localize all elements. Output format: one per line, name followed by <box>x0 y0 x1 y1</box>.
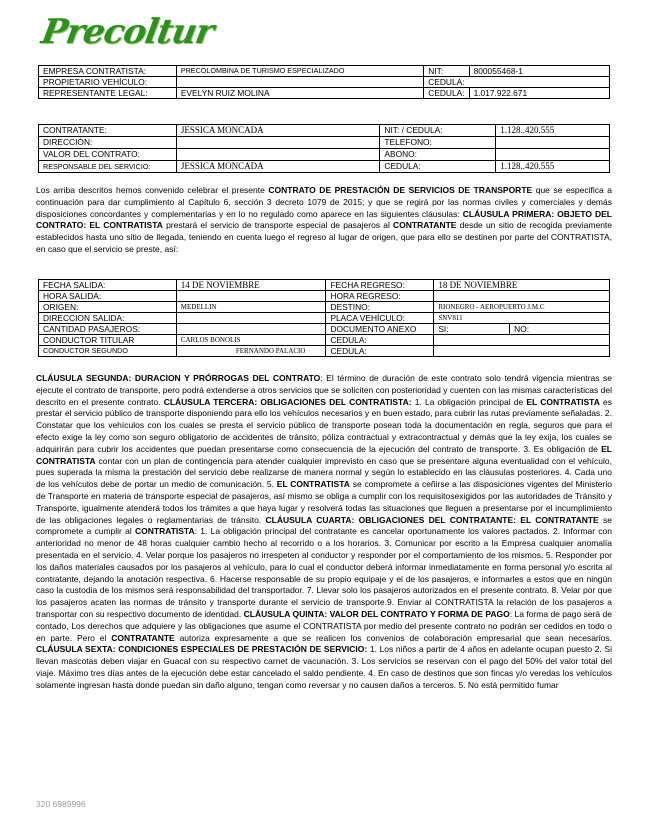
intro-text-1: Los arriba descritos hemos convenido celebrar el presente <box>36 185 269 195</box>
responsable-value: JESSICA MONCADA <box>176 161 380 173</box>
cedula-representante-value: 1.017.922.671 <box>469 88 609 99</box>
contratante-value: JESSICA MONCADA <box>176 125 380 137</box>
conductor-titular-value: CARLOS BONOLIS <box>176 335 326 346</box>
clause-3-contratista-3: EL CONTRATISTA <box>276 479 350 490</box>
clause-4-text-1: se compromete a cumplir al <box>36 514 612 537</box>
fecha-salida-label: FECHA SALIDA: <box>39 280 177 291</box>
conductor-segundo-value: FERNANDO PALACIO <box>176 346 326 357</box>
clause-2-title: CLÁUSULA SEGUNDA: DURACION Y PRÓRROGAS DEL CONTRATO <box>36 373 321 383</box>
client-nit-value: 1.128..420.555 <box>496 125 610 137</box>
clause-5-contratante: CONTRATANTE <box>111 632 175 643</box>
hora-salida-value <box>176 291 326 302</box>
clause-3-text-2: es prestar el servicio público de transporte disponiendo para ello los vehículos necesarios y en buen estado, para cubrir las rutas previamente señaladas. 2. Constatar que los vehículos con los cuales se presta el servicio público de transporte posean toda la documentación en regla, seguros que para el efecto exige la ley como son seguro obligatorio de accidentes de tránsito, póliza contractual y extracontractual y demás que la ley exija, los cuales se adquirirán para cubrir los accidentes que puedan presentarse como consecuencia de la ejecución del contrato de transporte. 3. Es obligación de <box>36 396 612 454</box>
clause-3-text-1: 1. La obligación principal de <box>411 396 527 407</box>
placa-value: SNV811 <box>434 313 610 324</box>
empresa-label: EMPRESA CONTRATISTA: <box>39 66 177 77</box>
intro-text-2: que se especifica a continuación para dar cumplimiento al Capítulo 6, sección 3 decreto 1079 de 2015; y que se regirá por las normas civiles y comerciales y demás disposiciones concordantes y complementarias y en lo no regulado como aparece en las siguientes cláusulas: <box>36 185 613 219</box>
client-nit-label: NIT: / CEDULA: <box>380 125 496 137</box>
hora-salida-label: HORA SALIDA: <box>39 291 177 302</box>
empresa-value: PRECOLOMBINA DE TURISMO ESPECIALIZADO <box>176 66 423 77</box>
conductor-titular-cedula-label: CEDULA: <box>326 335 434 346</box>
telefono-value <box>496 137 610 149</box>
clause-3-contratista-1: EL CONTRATISTA <box>526 396 600 407</box>
conductor-titular-label: CONDUCTOR TITULAR <box>39 335 177 346</box>
si-label: SI: <box>434 324 510 335</box>
direccion-label: DIRECCIÓN: <box>39 137 177 149</box>
fecha-regreso-label: FECHA REGRESO: <box>326 280 434 291</box>
telefono-label: TELEFONO: <box>380 137 496 149</box>
direccion-value <box>176 137 380 149</box>
logo-text: Precoltur <box>38 12 217 52</box>
fecha-salida-value: 14 DE NOVIEMBRE <box>176 280 326 291</box>
propietario-value <box>176 77 423 88</box>
clause-5-title: CLÁUSULA QUINTA: VALOR DEL CONTRATO Y FORMA DE PAGO <box>243 608 510 619</box>
cedula-representante-label: CEDULA: <box>424 88 469 99</box>
origen-value: MEDELLIN <box>176 302 326 313</box>
hora-regreso-value <box>434 291 610 302</box>
documento-label: DOCUMENTO ANEXO <box>326 324 434 335</box>
contratante-label: CONTRATANTE: <box>39 125 177 137</box>
clause-3-contratista-2: EL CONTRATISTA <box>36 443 612 466</box>
cantidad-label: CANTIDAD PASAJEROS: <box>39 324 177 335</box>
clause-2-text: : El término de duración de este contrato solo tendrá vigencia mientras se ejecute el contrato de transporte, pero podrá extenderse a otros servicios que se soliciten con posterioridad y cuenten con las mismas características del descrito en el presente contrato. <box>36 373 612 407</box>
propietario-label: PROPIETARIO VEHÍCULO: <box>39 77 177 88</box>
nit-label: NIT: <box>424 66 469 77</box>
clause-1-contratante: CONTRATANTE <box>393 220 457 231</box>
representante-label: REPRESENTANTE LEGAL: <box>39 88 177 99</box>
responsable-cedula-label: CEDULA: <box>380 161 496 173</box>
destino-value: RIONEGRO - AEROPUERTO J.M.C <box>434 302 610 313</box>
clause-6-title: CLÁUSULA SEXTA: CONDICIONES ESPECIALES DE PRESTACIÓN DE SERVICIO: <box>36 644 368 655</box>
hora-regreso-label: HORA REGRESO: <box>326 291 434 302</box>
intro-contract-title: CONTRATO DE PRESTACIÓN DE SERVICIOS DE TRANSPORTE <box>268 185 533 195</box>
clause-5-text-2: autoriza expresamente a que se realicen los convenios de colaboración empresarial que sean necesarios. <box>174 632 612 643</box>
clause-1-title: CLÁUSULA PRIMERA: OBJETO DEL CONTRATO: EL CONTRATISTA <box>36 208 612 231</box>
clause-3-text-4: se compromete a ceñirse a las disposiciones vigentes del Ministerio de Transporte en materia de transporte especial de pasajeros, así mismo se obliga a cumplir con los requisitosexigidos por las autoridades de Tránsito y Transporte, igualmente atenderá todos los trámites a que haya lugar y resolverá todas las situaciones que lleguen a presentarse por el incumplimiento de las obligaciones legales o reglamentarias de tránsito. <box>36 479 612 525</box>
nit-value: 800055468-1 <box>469 66 609 77</box>
intro-text <box>36 185 612 256</box>
responsable-cedula-value: 1.128..420.555 <box>496 161 610 173</box>
clause-3-text-3: contar con un plan de contingencia para atender cualquier imprevisto en caso que se presentare alguna eventualidad con el vehículo, pues superada la misma la prestación del servicio debe realizarse de manera normal y según lo establecido en las cláusulas posteriores. 4. Cada uno de los vehículos debe de portar un medio de comunicación. 5. <box>36 455 612 490</box>
trip-table <box>38 279 610 357</box>
conductor-titular-cedula-value <box>434 335 610 346</box>
clause-4-title: CLÁUSULA CUARTA: OBLIGACIONES DEL CONTRATANTE: EL CONTRATANTE <box>265 514 599 525</box>
direccion-salida-value <box>176 313 326 324</box>
company-table <box>38 65 610 99</box>
abono-label: ABONO: <box>380 149 496 161</box>
clause-1-text-2: desde un sitio de recogida previamente establecidos hasta uno sitio de llegada, teniendo en cuenta luego el regreso al lugar de origen, que para ello se destinen por parte del CONTRATISTA, en caso que el servicio se preste, así: <box>36 220 613 254</box>
conductor-segundo-cedula-label: CEDULA: <box>326 346 434 357</box>
client-table <box>38 124 610 173</box>
direccion-salida-label: DIRECCION SALIDA: <box>39 313 177 324</box>
clause-3-title: CLÁUSULA TERCERA: OBLIGACIONES DEL CONTRATISTA: <box>163 396 412 407</box>
destino-label: DESTINO: <box>326 302 434 313</box>
placa-label: PLACA VEHÍCULO: <box>326 313 434 324</box>
company-logo <box>34 4 217 58</box>
valor-value <box>176 149 380 161</box>
clause-1-text-1: prestará el servicio de transporte especial de pasajeros al <box>162 220 394 231</box>
valor-label: VALOR DEL CONTRATO: <box>39 149 177 161</box>
cantidad-value <box>176 324 326 335</box>
representante-value: EVELYN RUIZ MOLINA <box>176 88 423 99</box>
clause-6-text: 1. Los niños a partir de 4 años en adelante ocupan puesto 2. Si llevan mascotas deben viajar en Guacal con su respectivo carnet de vacunación. 3. Los servicios se reservan con el pago del 50% del valor total del viaje. Máximo tres días antes de la ejecución debe estar cancelado el saldo pendiente. 4. En caso de destinos que son fincas y/o veredas los vehículos solamente ingresan hasta donde puedan sin daño alguno, tengan como reversar y no causen daños a terceros. 5. No está permitido fumar <box>36 644 612 690</box>
cedula-propietario-label: CEDULA: <box>424 77 610 88</box>
fecha-regreso-value: 18 DE NOVIEMBRE <box>434 280 610 291</box>
conductor-segundo-cedula-value <box>434 346 610 357</box>
conductor-segundo-label: CONDUCTOR SEGUNDO <box>39 346 177 357</box>
origen-label: ORIGEN: <box>39 302 177 313</box>
clause-4-text-2: : 1. La obligación principal del contratante es cancelar oportunamente los valores pactados. 2. Informar con anterioridad no menor de 48 horas cualquier cambio hecho al recorrido o a los horarios. 3. Comunicar por escrito a la Empresa cualquier anomalía presentada en el servicio. 4. Velar porque los pasajeros no irrespeten al conductor y responder por el comportamiento de los mismos. 5. Responder por los daños materiales causados por los pasajeros al vehículo, para lo cual el conductor deberá informar inmediatamente en forma personal y/o escrita al contratante, dejando la anotación respectiva. 6. Hacerse responsable de su propio equipaje y el de los pasajeros, e informarles a estos que en ningún caso la custodia de los mismos será responsabilidad del transportador. 7. Llevar solo los pasajeros autorizados en el presente contrato. 8. Velar por que los pasajeros acaten las normas de tránsito y transporte durante el servicio de transporte.9. Enviar al CONTRATISTA la relación de los pasajeros a transportar con su respectivo documento de identidad. <box>36 526 612 619</box>
abono-value <box>496 149 610 161</box>
clauses-text <box>36 373 612 692</box>
clause-4-contratista: CONTRATISTA <box>134 526 195 537</box>
responsable-label: RESPONSABLE DEL SERVICIO: <box>39 161 177 173</box>
no-label: NO: <box>510 324 610 335</box>
footer-phone: 320 6989996 <box>36 799 86 809</box>
clause-5-text-1: : La forma de pago será de contado, Los derechos que adquiere y las obligaciones que asume el CONTRATISTA por medio del presente contrato no podrán ser cedidos en todo o en parte. Pero el <box>36 608 612 643</box>
